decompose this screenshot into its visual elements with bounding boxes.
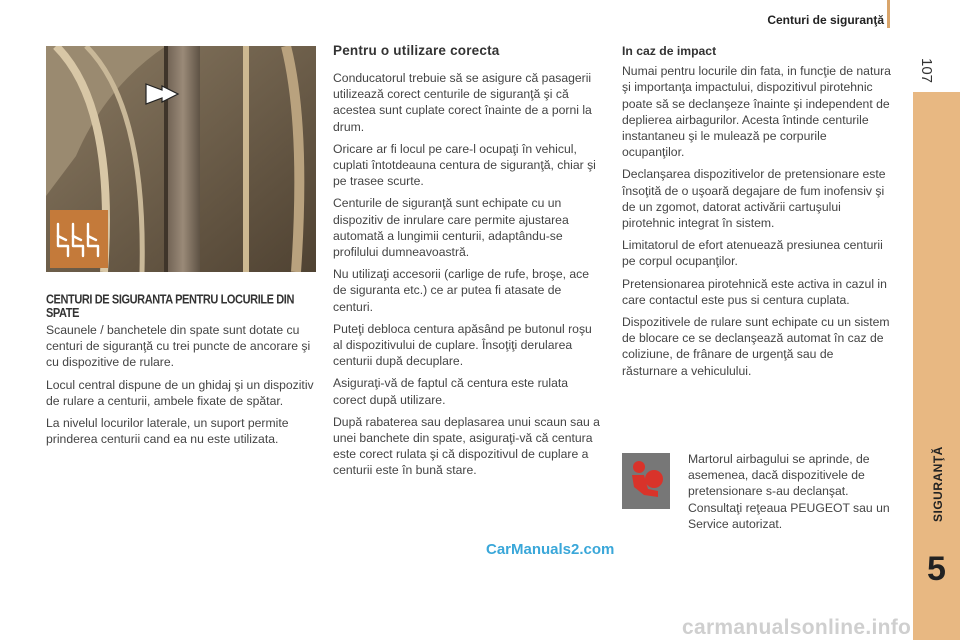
warning-note: Martorul airbagului se aprinde, de asemenea, dacă dispozitivele de pretensionare s-au declanşat. Consultaţi reţeaua PEUGEOT sau un Service autorizat. <box>688 452 890 531</box>
paragraph: Limitatorul de efort atenuează presiunea centurii pe corpul ocupanţilor. <box>622 238 883 269</box>
section-heading: CENTURI DE SIGURANTA PENTRU LOCURILE DIN SPATE <box>46 293 295 321</box>
airbag-warning-icon <box>622 453 670 509</box>
paragraph: La nivelul locurilor laterale, un suport permite prinderea centurii cand ea nu este utilizata. <box>46 416 289 447</box>
paragraph: Numai pentru locurile din fata, in funcţie de natura şi importanţa impactului, dispozitivul pirotehnic poate să se declanşeze înainte şi independent de deplierea airbagurilor. Acesta întinde centurile instantaneu şi le mulează pe corpurile ocupanţilor. <box>622 64 891 160</box>
right-column <box>622 43 892 385</box>
three-seats-belt-icon <box>50 210 108 268</box>
paragraph: După rabaterea sau deplasarea unui scaun sau a unei banchete din spate, asiguraţi-vă că centura este corect rulata şi că dispozitivul de cuplare a centurii este în bună stare. <box>333 414 600 478</box>
paragraph: Oricare ar fi locul pe care-l ocupaţi în vehicul, cuplati întotdeauna centura de siguranţă, chiar şi pe trasee scurte. <box>333 141 596 189</box>
paragraph: Conducatorul trebuie să se asigure că pasagerii utilizează corect centurile de siguranţă şi că acestea sunt cuplate corect înainte de a porni la drum. <box>333 71 592 134</box>
paragraph: Scaunele / banchetele din spate sunt dotate cu centuri de siguranţă cu trei puncte de ancorare şi cu dispozitive de rulare. <box>46 323 311 370</box>
watermark-link[interactable]: CarManuals2.com <box>486 541 615 558</box>
chapter-sidebar <box>913 92 960 640</box>
paragraph: Puteţi debloca centura apăsând pe butonul roşu al dispozitivului de cuplare. Însoţiţi derularea centurii după decuplare. <box>333 321 592 369</box>
paragraph: Dispozitivele de rulare sunt echipate cu un sistem de blocare ce se declanşează automat în caz de coliziune, de frânare de urgenţă sau de răsturnare a vehiculului. <box>622 315 890 378</box>
section-title: Pentru o utilizare corecta <box>333 43 500 58</box>
section-label: SIGURANŢĂ <box>931 446 945 522</box>
paragraph: Pretensionarea pirotehnică este activa in cazul in care contactul este pus si centura cuplata. <box>622 276 887 307</box>
header-title: Centuri de siguranţă <box>767 13 884 27</box>
airbag-warning-graphic <box>622 453 670 509</box>
header-accent-bar <box>887 0 890 28</box>
subheading: In caz de impact <box>622 44 717 58</box>
seat-pictogram <box>50 210 108 268</box>
paragraph: Declanşarea dispozitivelor de pretensionare este însoţită de o uşoară degajare de fum inofensiv şi de un zgomot, datorat activării cartuşului pirotehnic integrat în sistem. <box>622 167 886 231</box>
paragraph: Asiguraţi-vă de faptul că centura este rulata corect după utilizare. <box>333 376 569 407</box>
page-number: 107 <box>918 58 935 84</box>
chapter-number: 5 <box>927 550 946 588</box>
paragraph: Centurile de siguranţă sunt echipate cu un dispozitiv de inrulare care permite ajustarea automată a lungimii centurii, adaptându-se profilului dumneavoastră. <box>333 196 569 260</box>
paragraph: Nu utilizaţi accesorii (carlige de rufe, broşe, ace de siguranta etc.) ce ar putea fi atasate de centuri. <box>333 267 590 314</box>
left-column <box>46 322 316 453</box>
middle-column <box>333 70 603 485</box>
paragraph: Locul central dispune de un ghidaj şi un dispozitiv de rulare a centurii, ambele fixate de spătar. <box>46 377 314 408</box>
watermark-text: carmanualsonline.info <box>682 616 912 639</box>
